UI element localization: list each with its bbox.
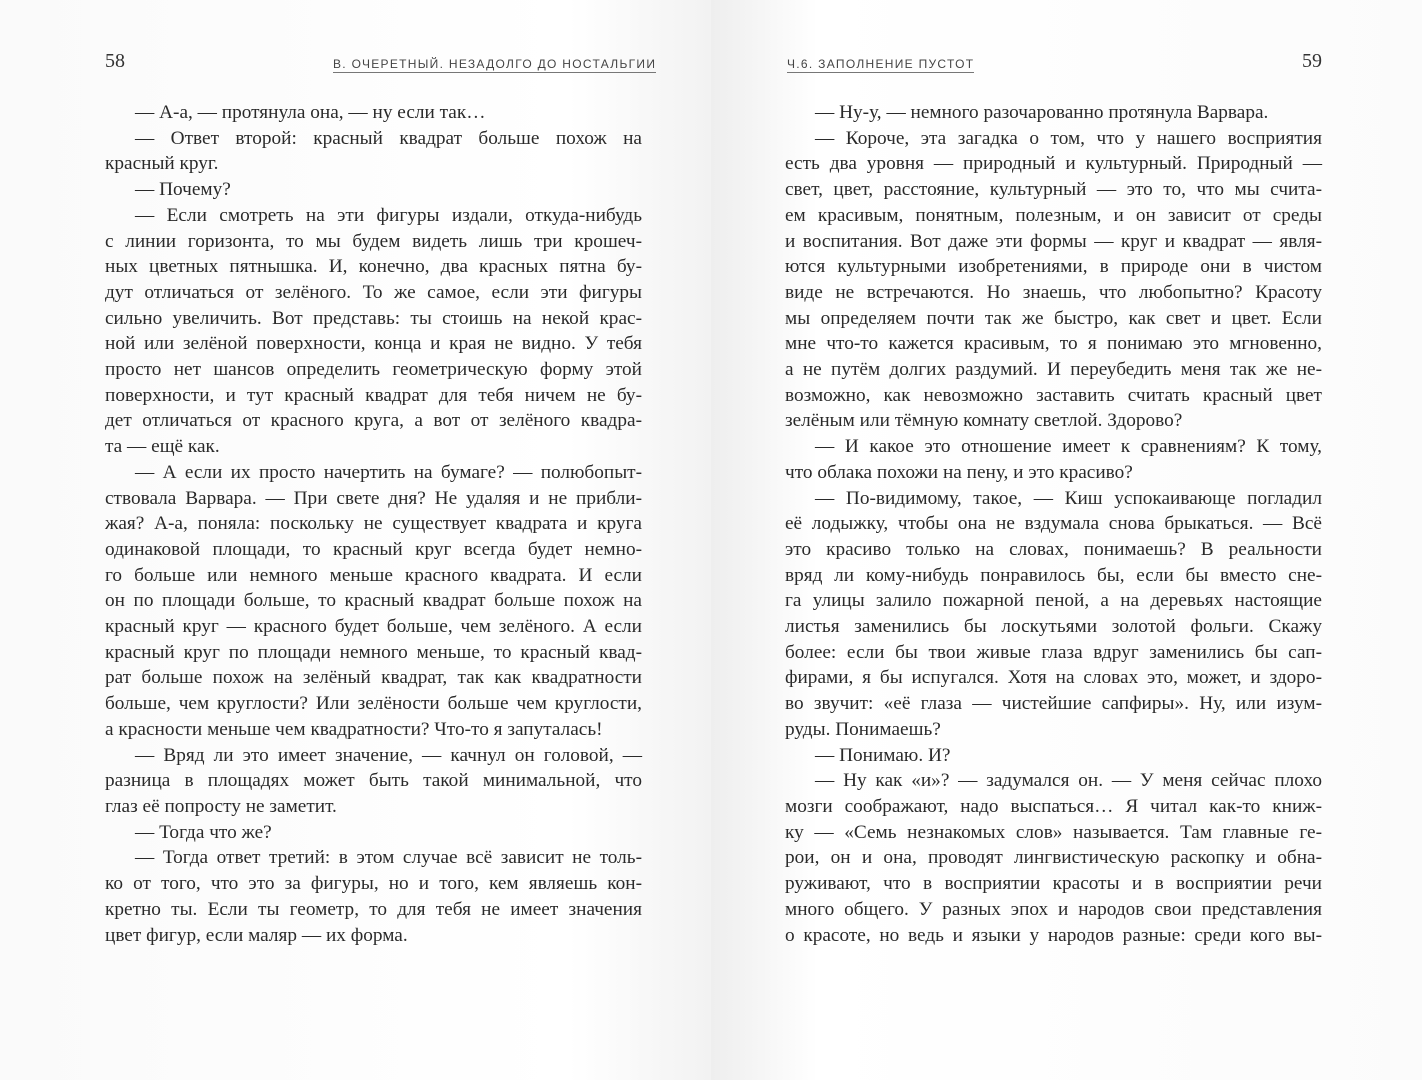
paragraph <box>105 460 642 743</box>
text-line: возможно, как невозможно заставить считать красный цвет <box>785 384 1322 406</box>
text-line: рои, он и она, проводят лингвистическую раскопку и обна- <box>785 847 1322 869</box>
text-line: и воспитания. Вот даже эти формы — круг и квадрат — явля- <box>785 230 1322 252</box>
text-line: сильно увеличить. Вот представь: ты стоишь на некой крас- <box>105 307 642 329</box>
text-line: та — ещё как. <box>105 436 220 458</box>
text-line: вряд ли кому-нибудь понравилось бы, если бы вместо сне- <box>785 564 1322 586</box>
text-line: зелёным или тёмную комнату светлой. Здорово? <box>785 410 1183 432</box>
paragraph <box>785 126 1322 434</box>
paragraph <box>105 100 642 126</box>
text-line: жая? А-а, поняла: поскольку не существует квадрата и круга <box>105 513 642 535</box>
text-line: во звучит: «её глаза — чистейшие сапфиры». Ну, или изум- <box>785 693 1322 715</box>
paragraph <box>105 203 642 460</box>
paragraph <box>785 486 1322 743</box>
text-line: — Почему? <box>135 179 231 201</box>
text-line: листья заменились бы лоскутьями золотой фольги. Скажу <box>785 616 1322 638</box>
paragraph <box>785 768 1322 948</box>
text-line: фирами, я бы испугался. Хотя на словах это, может, и здоро- <box>785 667 1322 689</box>
paragraph <box>105 177 642 203</box>
body-text <box>785 100 1322 948</box>
text-line: поверхности, и тут красный квадрат для тебя ничем не бу- <box>105 384 642 406</box>
page-number: 59 <box>1302 50 1322 72</box>
right-page <box>711 0 1422 1080</box>
text-line: просто нет шансов определить геометрическую форму этой <box>105 359 642 381</box>
text-line: дут отличаться от зелёного. То же самое, если эти фигуры <box>105 281 642 303</box>
text-line: ются культурными изобретениями, в природе они в чистом <box>785 256 1322 278</box>
text-line: ствовала Варвара. — При свете дня? Не удаляя и не прибли- <box>105 487 642 509</box>
paragraph <box>785 100 1322 126</box>
text-line: го больше или немного меньше красного квадрата. И если <box>105 564 642 586</box>
text-line: дет отличаться от красного круга, а вот от зелёного квадра- <box>105 410 642 432</box>
text-line: ко от того, что это за фигуры, но и того, кем являешь кон- <box>105 873 642 895</box>
text-line: о красоте, но ведь и языки у народов разные: среди кого вы- <box>785 924 1322 946</box>
text-line: — Если смотреть на эти фигуры издали, откуда-нибудь <box>135 204 642 226</box>
text-line: ем красивым, понятным, полезным, и он зависит от среды <box>785 204 1322 226</box>
text-line: он по площади больше, то красный квадрат больше похож на <box>105 590 642 612</box>
text-line: кретно ты. Если ты геометр, то для тебя не имеет значения <box>105 898 642 920</box>
text-line: красный круг — красного будет больше, чем зелёного. А если <box>105 616 642 638</box>
text-line: а не путём долгих раздумий. И переубедить меня так же не- <box>785 359 1322 381</box>
text-line: рат больше похож на зелёный квадрат, так как квадратности <box>105 667 642 689</box>
text-line: — Тогда что же? <box>135 821 272 843</box>
running-head: В. ОЧЕРЕТНЫЙ. НЕЗАДОЛГО ДО НОСТАЛЬГИИ <box>333 57 657 71</box>
text-line: разница в площадях может быть такой минимальной, что <box>105 770 642 792</box>
page-number: 58 <box>105 50 125 72</box>
text-line: мозги соображают, надо выспаться… Я читал как-то книж- <box>785 795 1322 817</box>
text-line: — Ну как «и»? — задумался он. — У меня сейчас плохо <box>815 770 1322 792</box>
text-line: мы определяем почти так же быстро, как свет и цвет. Если <box>785 307 1322 329</box>
text-line: — Тогда ответ третий: в этом случае всё зависит не толь- <box>135 847 642 869</box>
text-line: более: если бы твои живые глаза вдруг заменились бы сап- <box>785 641 1322 663</box>
text-line: мне что-то кажется красивым, то я понимаю это мгновенно, <box>785 333 1322 355</box>
text-line: виде не встречаются. Но знаешь, что любопытно? Красоту <box>785 281 1322 303</box>
text-line: руживают, что в восприятии красоты и в восприятии речи <box>785 873 1322 895</box>
text-line: — А если их просто начертить на бумаге? — полюбопыт- <box>135 461 642 483</box>
paragraph <box>105 743 642 820</box>
text-line: — Короче, эта загадка о том, что у нашего восприятия <box>815 127 1322 149</box>
text-line: что облака похожи на пену, и это красиво? <box>785 461 1133 483</box>
text-line: — По-видимому, такое, — Киш успокаивающе погладил <box>815 487 1322 509</box>
text-line: а красности меньше чем квадратности? Что-то я запуталась! <box>105 718 603 740</box>
paragraph <box>105 820 642 846</box>
paragraph <box>785 434 1322 485</box>
paragraph <box>105 845 642 948</box>
text-line: — Ну-у, — немного разочарованно протянула Варвара. <box>815 102 1269 123</box>
text-line: ку — «Семь незнакомых слов» называется. Там главные ге- <box>785 821 1322 843</box>
text-line: её лодыжку, чтобы она не вздумала снова брыкаться. — Всё <box>785 513 1322 535</box>
text-line: — Ответ второй: красный квадрат больше похож на <box>135 127 642 149</box>
text-line: красный круг по площади немного меньше, то красный квад- <box>105 641 642 663</box>
running-head: Ч.6. ЗАПОЛНЕНИЕ ПУСТОТ <box>787 57 975 71</box>
text-line: свет, цвет, расстояние, культурный — это то, что мы счита- <box>785 179 1322 201</box>
text-line: красный круг. <box>105 153 219 175</box>
text-line: ной или зелёной поверхности, конца и края не видно. У тебя <box>105 333 642 355</box>
text-line: больше, чем круглости? Или зелёности больше чем круглости, <box>105 693 642 715</box>
text-line: цвет фигур, если маляр — их форма. <box>105 924 408 946</box>
body-text <box>105 100 642 948</box>
text-line: — А-а, — протянула она, — ну если так… <box>135 102 486 123</box>
text-line: — Понимаю. И? <box>815 744 951 766</box>
text-line: — И какое это отношение имеет к сравнениям? К тому, <box>815 436 1322 458</box>
text-line: это красиво только на словах, понимаешь? В реальности <box>785 538 1322 560</box>
paragraph <box>105 126 642 177</box>
text-line: одинаковой площади, то красный круг всегда будет немно- <box>105 538 642 560</box>
text-line: ных цветных пятнышка. И, конечно, два красных пятна бу- <box>105 256 642 278</box>
text-line: га улицы залило пожарной пеной, а на деревьях настоящие <box>785 590 1322 612</box>
text-line: глаз её попросту не заметит. <box>105 795 337 817</box>
text-line: с линии горизонта, то мы будем видеть лишь три крошеч- <box>105 230 642 252</box>
text-line: много общего. У разных эпох и народов свои представления <box>785 898 1322 920</box>
text-line: — Вряд ли это имеет значение, — качнул он головой, — <box>135 744 642 766</box>
text-line: есть два уровня — природный и культурный. Природный — <box>785 153 1322 175</box>
paragraph <box>785 743 1322 769</box>
text-line: руды. Понимаешь? <box>785 718 941 740</box>
